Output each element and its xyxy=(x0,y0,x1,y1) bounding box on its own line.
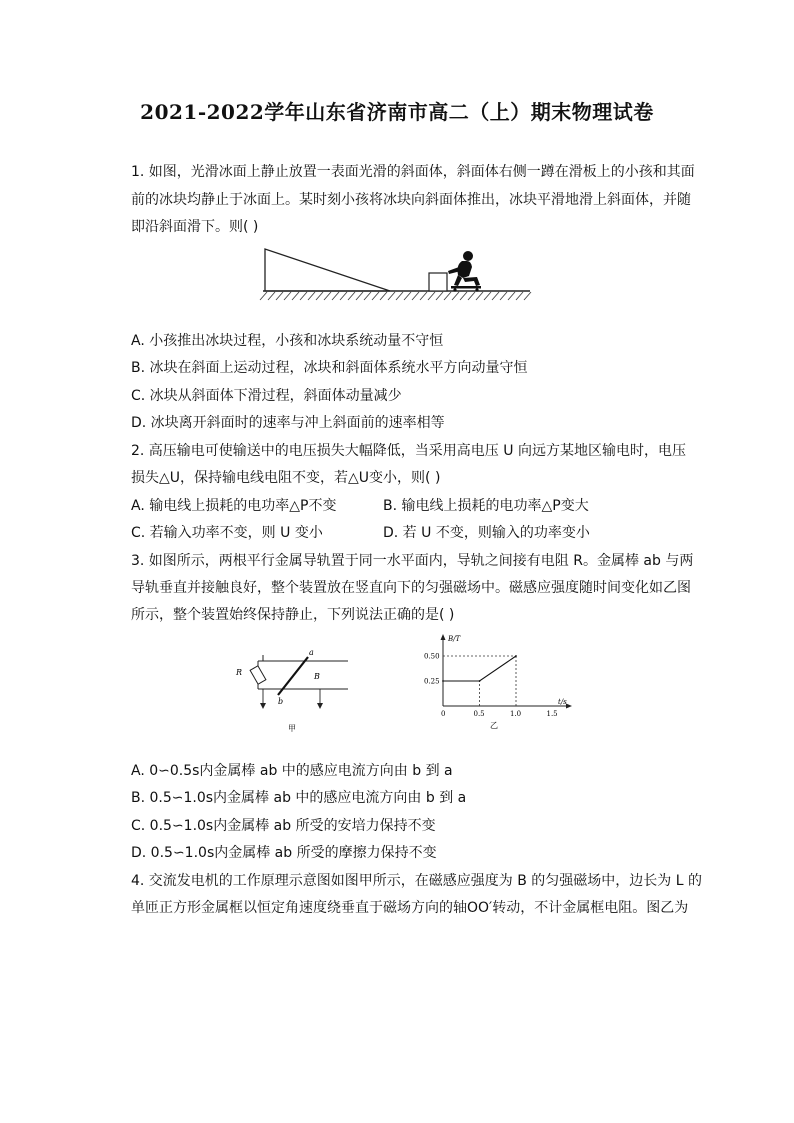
data-point-2 xyxy=(515,655,517,657)
q1-option-a: A. 小孩推出冰块过程，小孩和冰块系统动量不守恒 xyxy=(131,333,444,349)
data-point-0 xyxy=(442,680,444,682)
x-tick-label-3: 1.5 xyxy=(546,710,558,718)
series-line-B xyxy=(443,656,516,681)
q3-line-2: 导轨垂直并接触良好，整个装置放在竖直向下的匀强磁场中。磁感应强度随时间变化如乙图 xyxy=(131,580,691,596)
q2-line-2: 损失△U，保持输电线电阻不变，若△U变小，则( ) xyxy=(131,470,441,486)
incline xyxy=(265,249,390,291)
x-tick-label-1: 0.5 xyxy=(473,710,485,718)
q3-line-1: 3. 如图所示，两根平行金属导轨置于同一水平面内，导轨之间接有电阻 R。金属棒 ab 与两 xyxy=(131,553,694,569)
y-tick-label-1: 0.50 xyxy=(424,652,440,661)
q3-line-3: 所示，整个装置始终保持静止，下列说法正确的是( ) xyxy=(131,607,455,623)
q2-option-a: A. 输电线上损耗的电功率△P不变 xyxy=(131,498,337,514)
q1-line-1: 1. 如图，光滑冰面上静止放置一表面光滑的斜面体，斜面体右侧一蹲在滑板上的小孩和其面 xyxy=(131,164,695,180)
q1-option-c: C. 冰块从斜面体下滑过程，斜面体动量减少 xyxy=(131,388,402,404)
q4-line-1: 4. 交流发电机的工作原理示意图如图甲所示，在磁感应强度为 B 的匀强磁场中，边长为 L 的 xyxy=(131,873,703,889)
q1-figure xyxy=(255,245,535,307)
child-icon xyxy=(448,251,481,292)
label-R: R xyxy=(236,668,243,677)
label-b: b xyxy=(278,697,284,706)
q3-option-b: B. 0.5∽1.0s内金属棒 ab 中的感应电流方向由 b 到 a xyxy=(131,790,467,806)
resistor xyxy=(250,666,266,684)
q3-option-c: C. 0.5∽1.0s内金属棒 ab 所受的安培力保持不变 xyxy=(131,818,436,834)
q2-option-b: B. 输电线上损耗的电功率△P变大 xyxy=(383,498,589,514)
figure-jia-label: 甲 xyxy=(288,724,296,733)
q3-option-d: D. 0.5∽1.0s内金属棒 ab 所受的摩擦力保持不变 xyxy=(131,845,437,861)
page-title: 2021-2022学年山东省济南市高二（上）期末物理试卷 xyxy=(140,100,654,124)
x-tick-label-0: 0 xyxy=(441,710,446,718)
y-axis-label: B/T xyxy=(448,635,461,643)
q2-option-d: D. 若 U 不变，则输入的功率变小 xyxy=(383,525,590,541)
data-point-1 xyxy=(479,680,481,682)
x-tick-label-2: 1.0 xyxy=(510,710,522,718)
label-B: B xyxy=(314,672,320,681)
q3-figure-yi-chart xyxy=(418,630,578,735)
ice-block xyxy=(429,273,447,291)
q1-line-2: 前的冰块均静止于冰面上。某时刻小孩将冰块向斜面体推出，冰块平滑地滑上斜面体，并随 xyxy=(131,192,691,208)
q1-option-b: B. 冰块在斜面上运动过程，冰块和斜面体系统水平方向动量守恒 xyxy=(131,360,528,376)
figure-yi-label: 乙 xyxy=(490,721,498,730)
y-tick-label-0: 0.25 xyxy=(424,677,440,686)
q3-option-a: A. 0∽0.5s内金属棒 ab 中的感应电流方向由 b 到 a xyxy=(131,763,453,779)
q4-line-2: 单匝正方形金属框以恒定角速度绕垂直于磁场方向的轴OO′转动，不计金属框电阻。图乙为 xyxy=(131,900,689,916)
x-axis-label: t/s xyxy=(558,698,567,706)
q2-option-c: C. 若输入功率不变，则 U 变小 xyxy=(131,525,323,541)
label-a: a xyxy=(309,648,314,657)
q1-line-3: 即沿斜面滑下。则( ) xyxy=(131,219,259,235)
q1-option-d: D. 冰块离开斜面时的速率与冲上斜面前的速率相等 xyxy=(131,415,445,431)
q2-line-1: 2. 高压输电可使输送中的电压损失大幅降低，当采用高电压 U 向远方某地区输电时，电压 xyxy=(131,443,686,459)
q3-figure-jia xyxy=(228,645,358,735)
